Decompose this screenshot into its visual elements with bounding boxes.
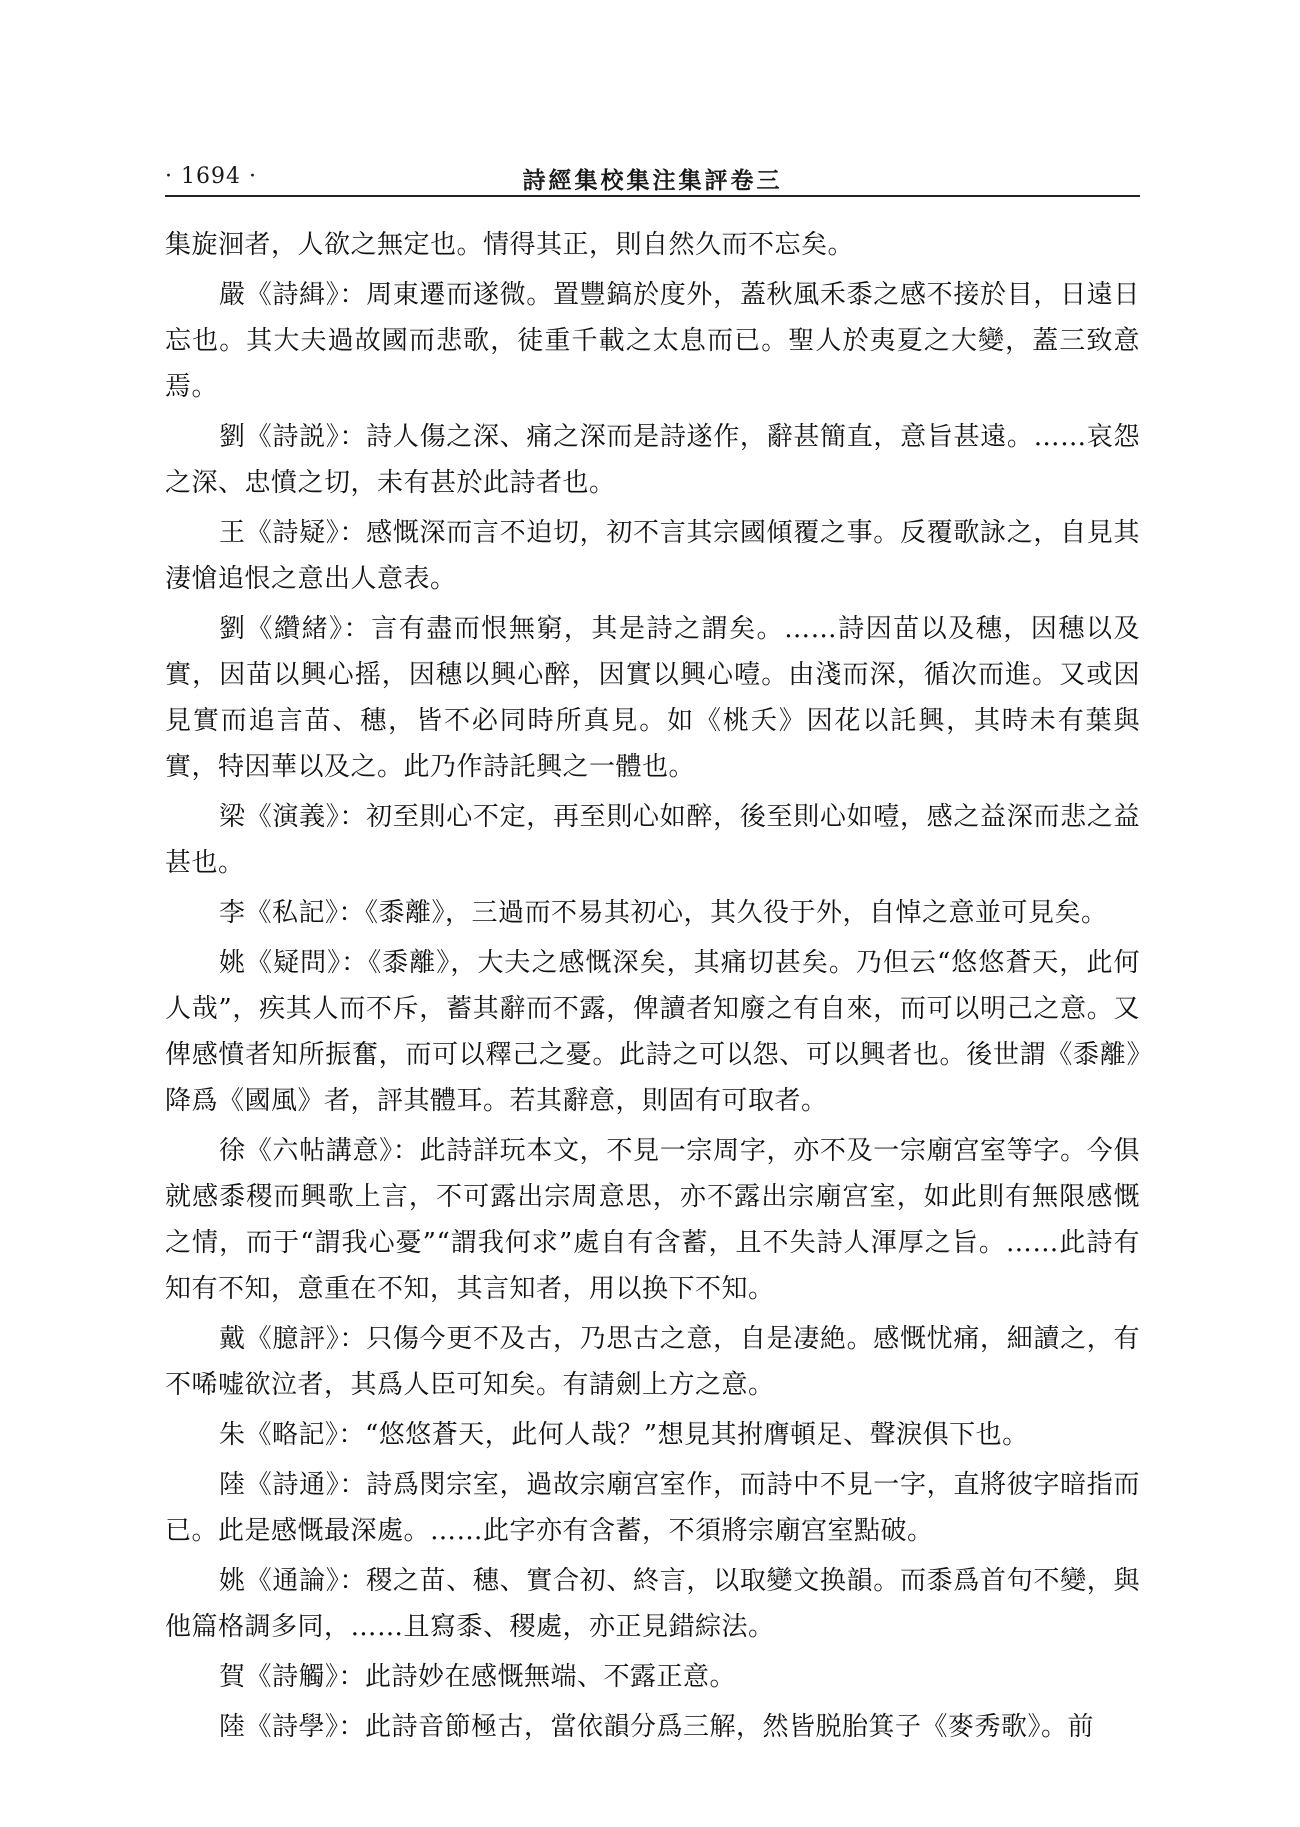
paragraph: 賀《詩觸》：此詩妙在感慨無端、不露正意。 xyxy=(219,1662,737,1692)
paragraph: 李《私記》：《黍離》，三過而不易其初心，其久役于外，自悼之意並可見矣。 xyxy=(219,898,1108,928)
paragraph: 集旋洄者，人欲之無定也。情得其正，則自然久而不忘矣。 xyxy=(165,230,855,260)
paragraph: 劉《詩説》：詩人傷之深、痛之深而是詩遂作，辭甚簡直，意旨甚遠。……哀怨之深、忠憤之切，未有甚於此詩者也。 xyxy=(165,422,1140,498)
paragraph: 陸《詩通》：詩爲閔宗室，過故宗廟宫室作，而詩中不見一字，直將彼字暗指而已。此是感慨最深處。……此字亦有含蓄，不須將宗廟宫室點破。 xyxy=(165,1470,1140,1546)
running-title: 詩經集校集注集評卷三 xyxy=(522,167,783,194)
paragraph: 劉《纘緒》：言有盡而恨無窮，其是詩之謂矣。……詩因苗以及穗，因穗以及實，因苗以興心摇，因穗以興心醉，因實以興心噎。由淺而深，循次而進。又或因見實而追言苗、穗，皆不必同時所真見。如《桃夭》因花以託興，其時未有葉與實，特因華以及之。此乃作詩託興之一體也。 xyxy=(165,614,1140,782)
page-number: · 1694 · xyxy=(165,164,257,189)
paragraph: 嚴《詩緝》：周東遷而遂微。置豐鎬於度外，蓋秋風禾黍之感不接於目，日遠日忘也。其大夫過故國而悲歌，徒重千載之太息而已。聖人於夷夏之大變，蓋三致意焉。 xyxy=(165,280,1140,402)
paragraph: 朱《略記》：“悠悠蒼天，此何人哉？”想見其拊膺頓足、聲淚俱下也。 xyxy=(219,1420,1029,1450)
paragraph: 姚《疑問》：《黍離》，大夫之感慨深矣，其痛切甚矣。乃但云“悠悠蒼天，此何人哉”，疾其人而不斥，蓄其辭而不露，俾讀者知廢之有自來，而可以明己之意。又俾感憤者知所振奮，而可以釋己之憂。此詩之可以怨、可以興者也。後世謂《黍離》降爲《國風》者，評其體耳。若其辭意，則固有可取者。 xyxy=(165,948,1140,1116)
paragraph: 姚《通論》：稷之苗、穗、實合初、終言，以取變文换韻。而黍爲首句不變，與他篇格調多同，……且寫黍、稷處，亦正見錯綜法。 xyxy=(165,1566,1140,1642)
paragraph: 陸《詩學》：此詩音節極古，當依韻分爲三解，然皆脱胎箕子《麥秀歌》。前 xyxy=(219,1712,1095,1742)
body-text xyxy=(165,222,1140,1754)
paragraph: 梁《演義》：初至則心不定，再至則心如醉，後至則心如噎，感之益深而悲之益甚也。 xyxy=(165,802,1140,878)
paragraph: 徐《六帖講意》：此詩詳玩本文，不見一宗周字，亦不及一宗廟宫室等字。今俱就感黍稷而興歌上言，不可露出宗周意思，亦不露出宗廟宫室，如此則有無限感慨之情，而于“謂我心憂”“謂我何求”處自有含蓄，且不失詩人渾厚之旨。……此詩有知有不知，意重在不知，其言知者，用以换下不知。 xyxy=(165,1136,1140,1304)
header-rule xyxy=(165,195,1140,197)
paragraph: 王《詩疑》：感慨深而言不迫切，初不言其宗國傾覆之事。反覆歌詠之，自見其淒愴追恨之意出人意表。 xyxy=(165,518,1140,594)
paragraph: 戴《臆評》：只傷今更不及古，乃思古之意，自是凄絶。感慨忧痛，細讀之，有不唏嘘欲泣者，其爲人臣可知矣。有請劍上方之意。 xyxy=(165,1324,1140,1400)
page-header xyxy=(165,158,1140,198)
